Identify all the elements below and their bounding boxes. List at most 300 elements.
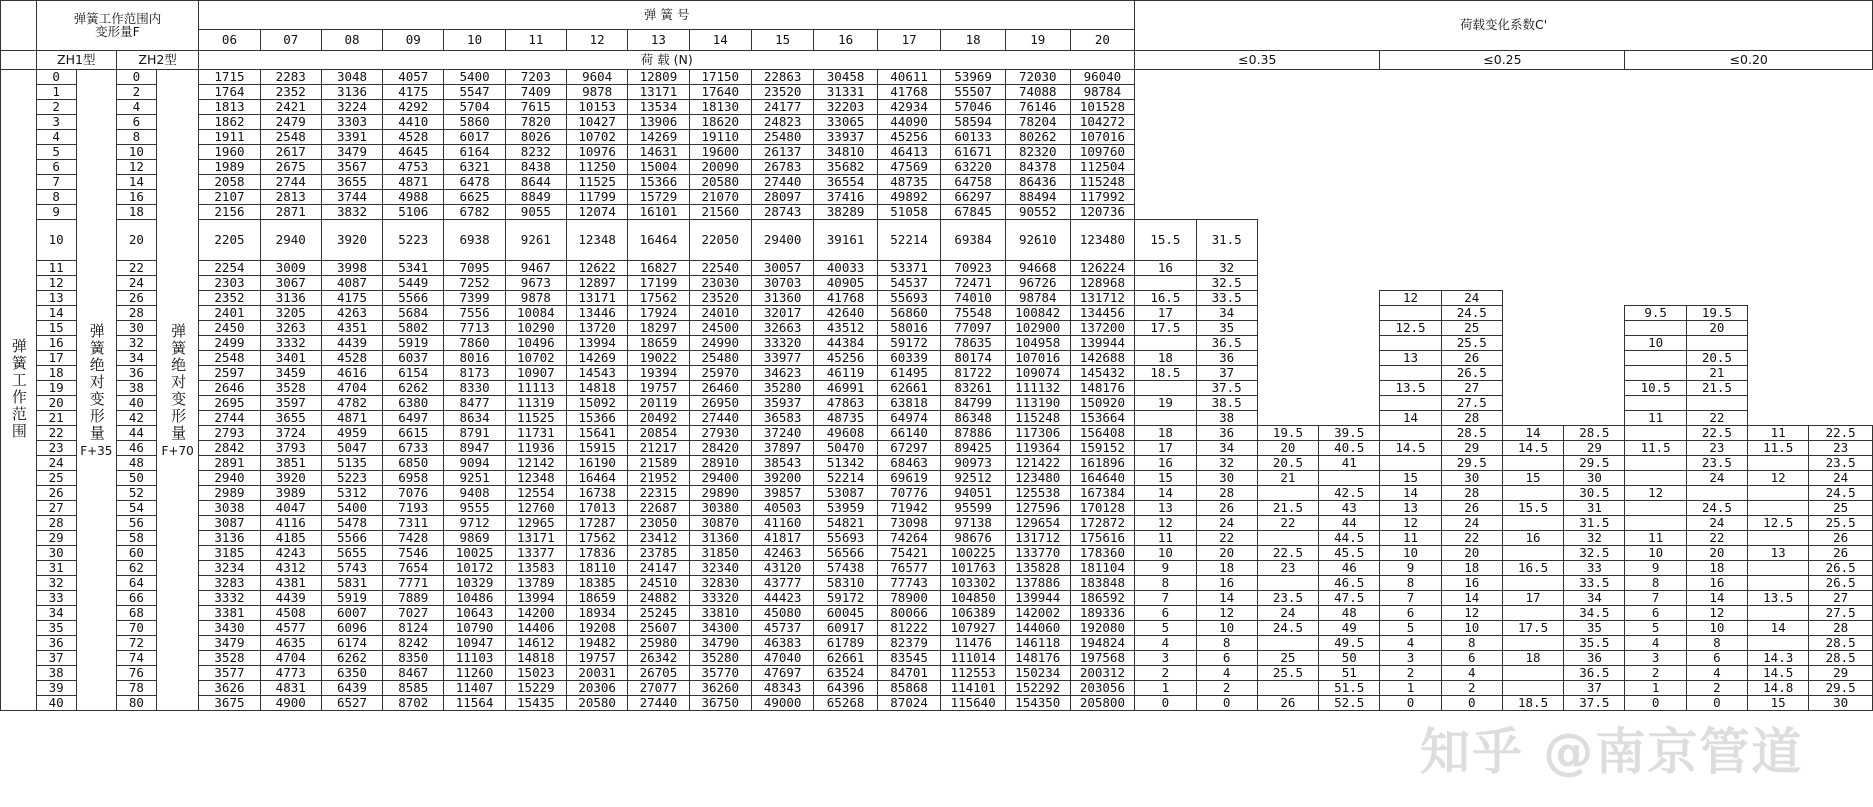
coef-cell: 24.5 [1257,621,1318,636]
coef-cell: 10 [1380,546,1441,561]
coef-cell [1686,160,1747,175]
coef-cell [1380,130,1441,145]
coef-cell [1319,85,1380,100]
coef-cell [1748,85,1809,100]
load-value-cell: 8350 [383,651,444,666]
coef-cell [1809,100,1873,115]
coef-cell [1441,276,1502,291]
table-row [1,115,1873,130]
load-value-cell: 104850 [941,591,1006,606]
coef-cell: 15 [1748,696,1809,711]
load-value-cell: 5449 [383,276,444,291]
load-value-cell: 9408 [444,486,505,501]
load-value-cell: 27077 [628,681,689,696]
coef-cell: 34 [1564,591,1625,606]
coef-cell [1196,85,1257,100]
load-value-cell: 2842 [199,441,260,456]
coef-cell [1441,85,1502,100]
load-value-cell: 66297 [941,190,1006,205]
table-row [1,531,1873,546]
load-value-cell: 24990 [689,336,751,351]
coef-cell [1257,336,1318,351]
load-value-cell: 4508 [260,606,321,621]
load-value-cell: 15729 [628,190,689,205]
coef-cell: 25 [1441,321,1502,336]
coef-cell: 19 [1135,396,1196,411]
coef-cell: 8 [1625,576,1686,591]
coef-cell: 20 [1257,441,1318,456]
load-value-cell: 26705 [628,666,689,681]
coef-cell: 17.5 [1502,621,1563,636]
coef-cell [1625,471,1686,486]
zh1-deform-cell: 7 [36,175,76,190]
load-value-cell: 12809 [628,70,689,85]
coef-cell: 11.5 [1625,441,1686,456]
load-value-cell: 37897 [751,441,813,456]
coef-cell: 9 [1380,561,1441,576]
coef-cell [1196,115,1257,130]
coef-cell [1257,190,1318,205]
load-value-cell: 25980 [628,636,689,651]
load-value-cell: 72471 [941,276,1006,291]
zh2-deform-cell: 40 [116,396,156,411]
load-value-cell: 17924 [628,306,689,321]
load-value-cell: 3234 [199,561,260,576]
zh2-deform-cell: 18 [116,205,156,220]
coef-cell: 13 [1380,351,1441,366]
load-value-cell: 4900 [260,696,321,711]
coef-cell [1502,175,1563,190]
table-row [1,321,1873,336]
zh2-deform-cell: 28 [116,306,156,321]
load-value-cell: 18297 [628,321,689,336]
coef-cell: 18 [1135,426,1196,441]
coef-cell [1319,115,1380,130]
coef-cell [1135,411,1196,426]
load-value-cell: 48343 [751,681,813,696]
load-value-cell: 3283 [199,576,260,591]
coef-cell: 0 [1135,696,1196,711]
load-value-cell: 83261 [941,381,1006,396]
coef-cell [1686,486,1747,501]
coef-cell [1380,85,1441,100]
load-value-cell: 77097 [941,321,1006,336]
zh1-deform-cell: 38 [36,666,76,681]
load-value-cell: 3332 [199,591,260,606]
zh2-deform-cell: 46 [116,441,156,456]
load-value-cell: 2744 [199,411,260,426]
load-value-cell: 120736 [1070,205,1135,220]
work-range-side-label [1,70,37,711]
zh1-deform-cell: 10 [36,220,76,261]
coef-cell: 16 [1196,576,1257,591]
load-value-cell: 45737 [751,621,813,636]
coef-cell: 28.5 [1564,426,1625,441]
coef-cell [1748,115,1809,130]
load-value-cell: 2205 [199,220,260,261]
load-value-cell: 35280 [689,651,751,666]
load-value-cell: 3038 [199,501,260,516]
zh2-deform-cell: 10 [116,145,156,160]
coef-cell: 34 [1196,441,1257,456]
table-row [1,681,1873,696]
coef-cell: 7 [1380,591,1441,606]
load-value-cell: 4439 [260,591,321,606]
coef-cell: 33 [1564,561,1625,576]
coef-cell: 24.5 [1441,306,1502,321]
load-value-cell: 44423 [751,591,813,606]
coef-cell: 28.5 [1809,651,1873,666]
coef-cell [1809,220,1873,261]
load-value-cell: 81722 [941,366,1006,381]
load-value-cell: 87024 [877,696,941,711]
coef-cell [1257,220,1318,261]
load-value-cell: 133770 [1005,546,1070,561]
coef-cell [1135,145,1196,160]
load-value-cell: 3087 [199,516,260,531]
coef-cell [1441,261,1502,276]
load-value-cell: 6380 [383,396,444,411]
load-value-cell: 6007 [321,606,382,621]
load-value-cell: 25970 [689,366,751,381]
coef-cell: 46 [1319,561,1380,576]
coef-cell [1135,336,1196,351]
load-value-cell: 123480 [1070,220,1135,261]
load-value-cell: 13377 [505,546,566,561]
coef-cell [1196,205,1257,220]
coef-cell [1502,516,1563,531]
load-value-cell: 7889 [383,591,444,606]
coef-cell: 29.5 [1564,456,1625,471]
load-value-cell: 92610 [1005,220,1070,261]
load-value-cell: 6262 [383,381,444,396]
zh1-deform-cell: 6 [36,160,76,175]
table-row [1,696,1873,711]
load-value-cell: 137200 [1070,321,1135,336]
load-value-cell: 2548 [199,351,260,366]
load-value-cell: 6958 [383,471,444,486]
range-label-2: 变形量F [95,23,140,39]
load-value-cell: 3528 [260,381,321,396]
load-value-cell: 34623 [751,366,813,381]
zh2-deform-cell: 26 [116,291,156,306]
load-value-cell: 200312 [1070,666,1135,681]
load-value-cell: 167384 [1070,486,1135,501]
coef-cell [1257,115,1318,130]
load-value-cell: 28420 [689,441,751,456]
load-value-cell: 17013 [567,501,628,516]
load-value-cell: 55507 [941,85,1006,100]
load-value-cell: 14269 [628,130,689,145]
load-value-cell: 49000 [751,696,813,711]
load-value-cell: 123480 [1005,471,1070,486]
coef-cell: 26 [1257,696,1318,711]
load-value-cell: 64974 [877,411,941,426]
load-value-cell: 82320 [1005,145,1070,160]
load-value-cell: 12348 [505,471,566,486]
load-value-cell: 142688 [1070,351,1135,366]
coef-cell: 29 [1564,441,1625,456]
load-value-cell: 4381 [260,576,321,591]
coef-cell: 11 [1380,531,1441,546]
table-row [1,426,1873,441]
zh2-deform-cell: 44 [116,426,156,441]
load-value-cell: 40503 [751,501,813,516]
load-value-cell: 69384 [941,220,1006,261]
zh1-deform-cell: 36 [36,636,76,651]
load-value-cell: 2352 [260,85,321,100]
load-value-cell: 6625 [444,190,505,205]
load-value-cell: 60339 [877,351,941,366]
table-row [1,546,1873,561]
load-value-cell: 33320 [689,591,751,606]
load-value-cell: 10702 [505,351,566,366]
coef-cell: 11 [1748,426,1809,441]
coef-cell [1502,205,1563,220]
load-value-cell: 13994 [567,336,628,351]
coef-cell [1564,411,1625,426]
coef-cell: 36.5 [1564,666,1625,681]
coef-cell: 4 [1686,666,1747,681]
load-value-cell: 96726 [1005,276,1070,291]
coef-cell: 22.5 [1809,426,1873,441]
load-value-cell: 43120 [751,561,813,576]
coef-cell: 28 [1809,621,1873,636]
coef-cell: 21 [1257,471,1318,486]
coef-cell [1686,276,1747,291]
zh2-deform-cell: 76 [116,666,156,681]
table-row [1,276,1873,291]
load-value-cell: 48735 [877,175,941,190]
load-value-cell: 5312 [321,486,382,501]
coef-cell [1319,366,1380,381]
load-value-cell: 20854 [628,426,689,441]
coef-cell [1809,85,1873,100]
coef-cell: 12 [1196,606,1257,621]
load-value-cell: 10290 [505,321,566,336]
table-row [1,636,1873,651]
load-value-cell: 8791 [444,426,505,441]
zh2-deform-cell: 12 [116,160,156,175]
load-value-cell: 5106 [383,205,444,220]
coef-cell: 12 [1380,516,1441,531]
coef-cell [1319,411,1380,426]
coef-cell: 35 [1196,321,1257,336]
zh2-deform-cell: 56 [116,516,156,531]
coef-cell [1748,456,1809,471]
corner-blank-2 [1,51,37,70]
load-value-cell: 74010 [941,291,1006,306]
load-value-cell: 3920 [260,471,321,486]
coef-cell [1319,100,1380,115]
spring-number-cell: 10 [444,30,505,51]
load-value-cell: 107016 [1005,351,1070,366]
load-value-cell: 14631 [628,145,689,160]
load-value-cell: 8330 [444,381,505,396]
load-value-cell: 16827 [628,261,689,276]
load-value-cell: 13583 [505,561,566,576]
load-value-cell: 3401 [260,351,321,366]
coef-cell [1135,190,1196,205]
coef-cell [1625,145,1686,160]
coef-cell [1625,396,1686,411]
coef-cell: 14 [1196,591,1257,606]
load-value-cell: 12622 [567,261,628,276]
coef-cell [1809,70,1873,85]
load-value-cell: 9094 [444,456,505,471]
load-value-cell: 74088 [1005,85,1070,100]
load-value-cell: 19208 [567,621,628,636]
coef-cell [1502,381,1563,396]
coef-cell: 52.5 [1319,696,1380,711]
zh2-deform-cell: 20 [116,220,156,261]
load-value-cell: 3136 [321,85,382,100]
coef-cell [1748,366,1809,381]
load-value-cell: 63220 [941,160,1006,175]
load-value-cell: 23050 [628,516,689,531]
load-value-cell: 38543 [751,456,813,471]
coef-cell [1257,70,1318,85]
load-value-cell: 15023 [505,666,566,681]
load-value-cell: 70776 [877,486,941,501]
coef-cell [1257,531,1318,546]
load-value-cell: 3303 [321,115,382,130]
coef-cell [1319,220,1380,261]
load-value-cell: 35937 [751,396,813,411]
load-value-cell: 192080 [1070,621,1135,636]
load-value-cell: 65268 [814,696,878,711]
load-value-cell: 9878 [567,85,628,100]
zh1-deform-cell: 5 [36,145,76,160]
coef-cell: 4 [1625,636,1686,651]
load-value-cell: 56860 [877,306,941,321]
load-value-cell: 5743 [321,561,382,576]
coef-cell: 37 [1564,681,1625,696]
coef-cell [1135,115,1196,130]
load-value-cell: 33977 [751,351,813,366]
load-value-cell: 58310 [814,576,878,591]
load-value-cell: 117992 [1070,190,1135,205]
load-value-cell: 33937 [814,130,878,145]
load-value-cell: 4175 [321,291,382,306]
load-value-cell: 98784 [1005,291,1070,306]
coef-cell: 26 [1441,501,1502,516]
coef-cell: 17 [1135,306,1196,321]
load-value-cell: 7311 [383,516,444,531]
table-row [1,175,1873,190]
zh2-deform-cell: 50 [116,471,156,486]
load-value-cell: 4871 [321,411,382,426]
load-value-cell: 7076 [383,486,444,501]
load-value-cell: 15435 [505,696,566,711]
coef-cell: 11 [1625,531,1686,546]
spring-number-cell: 15 [751,30,813,51]
load-value-cell: 44090 [877,115,941,130]
coef-cell [1319,306,1380,321]
coef-cell [1257,261,1318,276]
coef-cell: 46.5 [1319,576,1380,591]
load-value-cell: 26342 [628,651,689,666]
load-value-cell: 31360 [689,531,751,546]
load-value-cell: 8585 [383,681,444,696]
coef-cell [1196,100,1257,115]
coef-cell: 12.5 [1380,321,1441,336]
load-value-cell: 9712 [444,516,505,531]
load-value-cell: 7409 [505,85,566,100]
load-value-cell: 10172 [444,561,505,576]
coef-cell [1319,160,1380,175]
range-label-1: 弹簧工作范围内 [73,11,162,26]
load-value-cell: 31360 [751,291,813,306]
load-value-cell: 4773 [260,666,321,681]
load-value-cell: 11731 [505,426,566,441]
coef-cell: 37.5 [1196,381,1257,396]
load-value-cell: 60133 [941,130,1006,145]
coef-cell: 30.5 [1564,486,1625,501]
coef-cell: 16 [1502,531,1563,546]
coef-cell: 1 [1625,681,1686,696]
coef-cell: 22 [1257,516,1318,531]
load-value-cell: 36554 [814,175,878,190]
coef-cell: 49 [1319,621,1380,636]
load-value-cell: 107016 [1070,130,1135,145]
coef-cell: 36.5 [1196,336,1257,351]
coef-cell: 43 [1319,501,1380,516]
load-value-cell: 2107 [199,190,260,205]
load-value-cell: 107927 [941,621,1006,636]
load-value-cell: 6527 [321,696,382,711]
coef-cell: 23 [1686,441,1747,456]
load-value-cell: 22687 [628,501,689,516]
coef-cell: 10 [1135,546,1196,561]
load-value-cell: 28743 [751,205,813,220]
load-value-cell: 3567 [321,160,382,175]
load-value-cell: 14269 [567,351,628,366]
coef-cell [1257,381,1318,396]
load-value-cell: 8634 [444,411,505,426]
coef-cell [1441,100,1502,115]
load-value-cell: 8702 [383,696,444,711]
load-value-cell: 26950 [689,396,751,411]
load-value-cell: 197568 [1070,651,1135,666]
table-row [1,651,1873,666]
load-value-cell: 2793 [199,426,260,441]
table-row [1,306,1873,321]
load-value-cell: 43777 [751,576,813,591]
zh2-deform-cell: 2 [116,85,156,100]
load-value-cell: 25480 [689,351,751,366]
load-value-cell: 11799 [567,190,628,205]
load-value-cell: 101528 [1070,100,1135,115]
coef-cell [1319,351,1380,366]
load-value-cell: 51342 [814,456,878,471]
coef-cell [1564,321,1625,336]
load-value-cell: 2283 [260,70,321,85]
load-value-cell: 21070 [689,190,751,205]
coef-cell [1380,205,1441,220]
load-value-cell: 7713 [444,321,505,336]
load-value-cell: 4263 [321,306,382,321]
load-value-cell: 5919 [321,591,382,606]
coef-cell: 16.5 [1135,291,1196,306]
coef-cell [1502,636,1563,651]
load-value-cell: 80262 [1005,130,1070,145]
table-row [1,351,1873,366]
load-value-cell: 142002 [1005,606,1070,621]
coef-cell: 21 [1686,366,1747,381]
coef-cell: 10.5 [1625,381,1686,396]
load-value-cell: 45080 [751,606,813,621]
